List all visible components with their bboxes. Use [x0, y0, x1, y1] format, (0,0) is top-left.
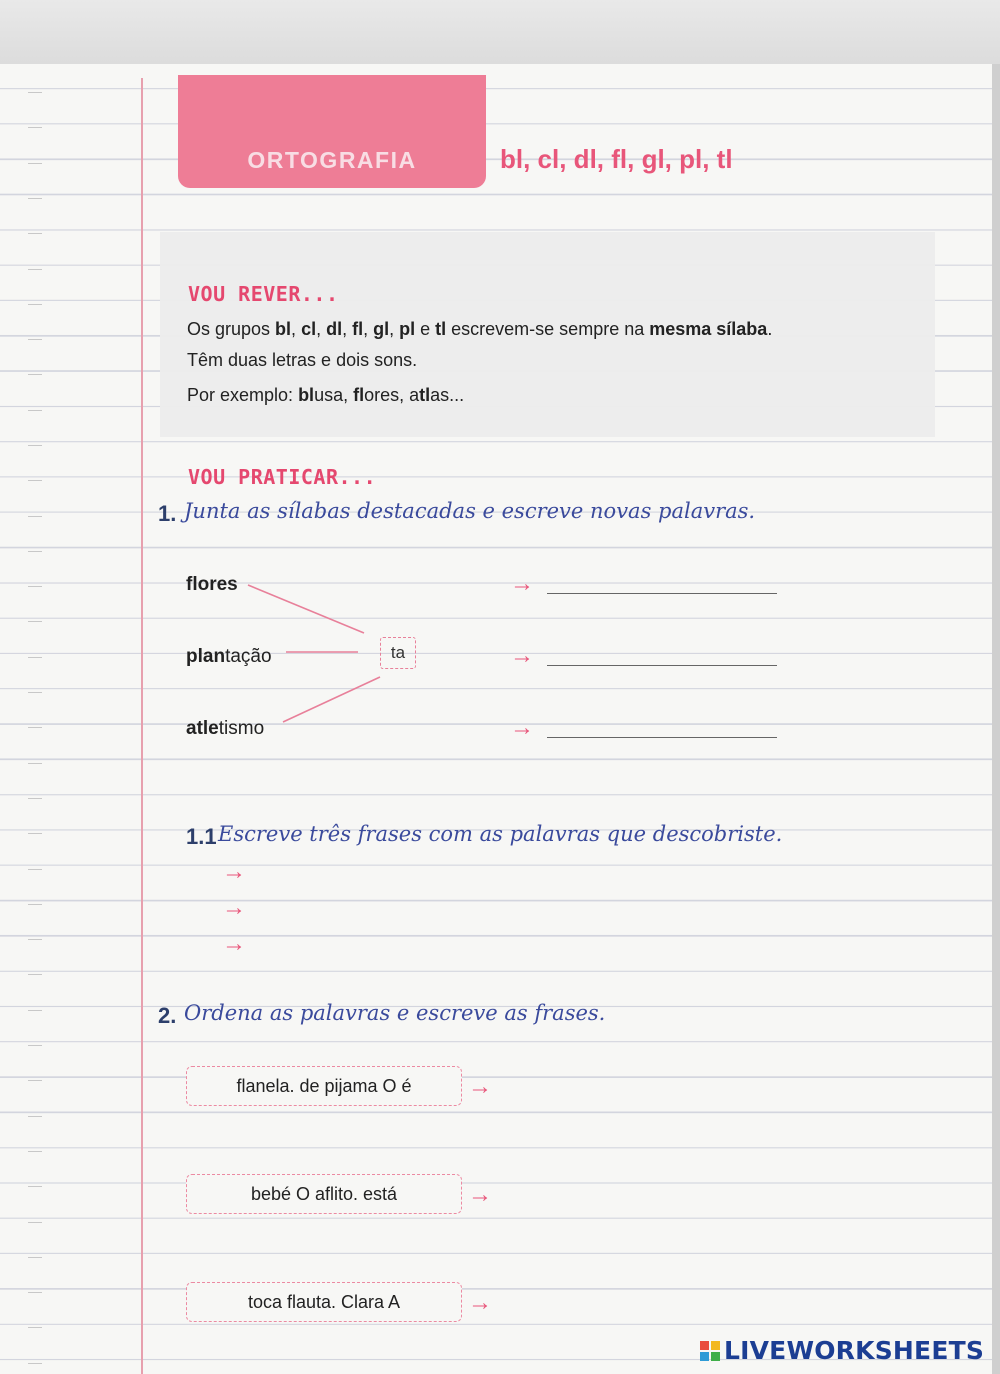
section-subtitle: bl, cl, dl, fl, gl, pl, tl [500, 144, 733, 174]
section-title: ORTOGRAFIA [247, 147, 417, 173]
question-1-1-number: 1.1 [186, 824, 217, 849]
review-label: VOU REVER... [188, 282, 339, 306]
logo-text: LIVEWORKSHEETS [724, 1336, 985, 1365]
arrow-icon: → [510, 714, 534, 741]
logo-block [700, 1341, 709, 1350]
question-1-1-instruction: Escreve três frases com as palavras que descobriste. [218, 822, 783, 846]
review-line-3: Por exemplo: blusa, flores, atlas... [187, 385, 465, 405]
practice-label: VOU PRATICAR... [188, 465, 377, 489]
question-2-instruction: Ordena as palavras e escreve as frases. [184, 1001, 606, 1025]
word-plantacao: plantação [186, 646, 272, 667]
word-order-box: bebé O aflito. está [186, 1174, 462, 1214]
liveworksheets-logo [700, 1336, 984, 1365]
word-order-box: toca flauta. Clara A [186, 1282, 462, 1322]
arrow-icon: → [510, 570, 534, 597]
word-flores: flores [186, 574, 238, 595]
review-line-2: Têm duas letras e dois sons. [187, 350, 418, 370]
logo-block [711, 1352, 720, 1361]
answer-line-1[interactable] [547, 593, 777, 594]
word-atletismo: atletismo [186, 718, 265, 739]
answer-line-2[interactable] [547, 665, 777, 666]
connector-flores [248, 585, 364, 633]
arrow-icon[interactable]: → [222, 894, 246, 921]
arrow-icon[interactable]: → [468, 1073, 492, 1100]
syllable-box: ta [380, 637, 416, 669]
arrow-icon: → [510, 642, 534, 669]
answer-line-3[interactable] [547, 737, 777, 738]
review-line-1: Os grupos bl, cl, dl, fl, gl, pl e tl escrevem-se sempre na mesma sílaba. [187, 319, 773, 339]
arrow-icon[interactable]: → [222, 930, 246, 957]
question-2-number: 2. [158, 1003, 177, 1028]
connector-atletismo [283, 677, 380, 722]
arrow-icon[interactable]: → [468, 1289, 492, 1316]
arrow-icon[interactable]: → [468, 1181, 492, 1208]
logo-block [711, 1341, 720, 1350]
question-1-instruction: Junta as sílabas destacadas e escreve novas palavras. [184, 499, 756, 523]
logo-blocks-icon [700, 1341, 720, 1361]
arrow-icon[interactable]: → [222, 858, 246, 885]
word-order-box: flanela. de pijama O é [186, 1066, 462, 1106]
question-1-number: 1. [158, 501, 177, 526]
logo-block [700, 1352, 709, 1361]
